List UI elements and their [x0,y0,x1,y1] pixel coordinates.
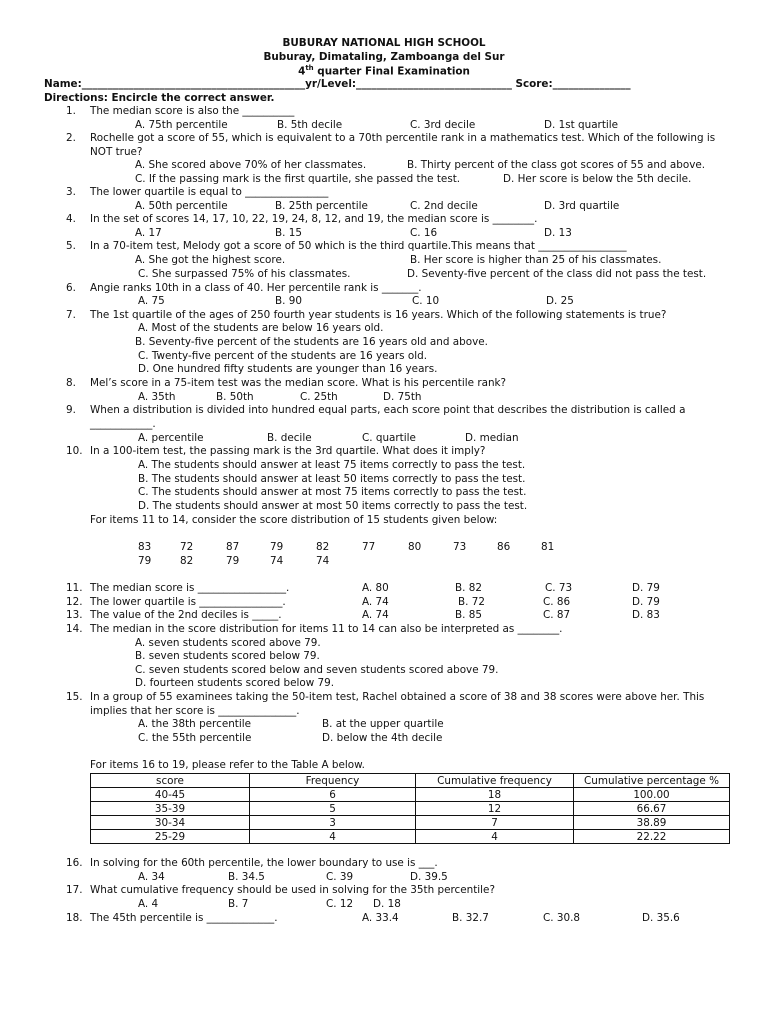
score-value: 82 [180,555,194,567]
score-value: 73 [453,541,467,553]
question-text: In the set of scores 14, 17, 10, 22, 19, 24, 8, 12, and 19, the median score is ________. [90,213,538,225]
q10-option-d[interactable]: D. The students should answer at most 50 items correctly to pass the test. [138,500,528,512]
q11-option-c[interactable]: C. 73 [545,582,573,594]
q3-option-d[interactable]: D. 3rd quartile [544,200,620,212]
q6-option-d[interactable]: D. 25 [546,295,574,307]
q8-option-b[interactable]: B. 50th [216,391,254,403]
table-cell: 22.22 [574,830,730,844]
q5-option-b[interactable]: B. Her score is higher than 25 of his classmates. [410,254,662,266]
table-header: Cumulative percentage % [574,774,730,788]
question-number: 12. [66,596,83,608]
question-number: 13. [66,609,83,621]
table-cell: 3 [250,816,416,830]
table-intro: For items 16 to 19, please refer to the Table A below. [90,759,365,771]
q15-option-a[interactable]: A. the 38th percentile [138,718,252,730]
q3-option-a[interactable]: A. 50th percentile [135,200,228,212]
q3-option-c[interactable]: C. 2nd decile [410,200,478,212]
question-number: 10. [66,445,83,457]
q14-option-b[interactable]: B. seven students scored below 79. [135,650,320,662]
q7-option-c[interactable]: C. Twenty-five percent of the students are 16 years old. [138,350,428,362]
q14-option-a[interactable]: A. seven students scored above 79. [135,637,321,649]
question-16 [66,857,726,871]
table-header-row [91,774,730,788]
table-row [91,788,730,802]
table-cell: 7 [416,816,574,830]
school-name: BUBURAY NATIONAL HIGH SCHOOL [282,37,486,49]
q18-option-b[interactable]: B. 32.7 [452,912,489,924]
q8-option-d[interactable]: D. 75th [383,391,422,403]
q2-option-c[interactable]: C. If the passing mark is the first quartile, she passed the test. [135,173,461,185]
question-number: 14. [66,623,83,635]
score-value: 82 [316,541,330,553]
q4-option-d[interactable]: D. 13 [544,227,572,239]
question-text: The 1st quartile of the ages of 250 fourth year students is 16 years. Which of the following statements is true? [90,309,667,321]
table-header: Cumulative frequency [416,774,574,788]
items-11-14-intro: For items 11 to 14, consider the score distribution of 15 students given below: [90,514,498,526]
score-value: 72 [180,541,194,553]
score-value: 79 [226,555,240,567]
q9-option-a[interactable]: A. percentile [138,432,204,444]
question-text: In a group of 55 examinees taking the 50-item test, Rachel obtained a score of 38 and 38 scores were above her. This implies that her score is _______________. [90,691,705,717]
q12-option-b[interactable]: B. 72 [458,596,485,608]
q14-option-d[interactable]: D. fourteen students scored below 79. [135,677,335,689]
question-5 [66,240,726,254]
question-8 [66,377,726,391]
q2-option-a[interactable]: A. She scored above 70% of her classmates. [135,159,367,171]
q12-option-c[interactable]: C. 86 [543,596,571,608]
q18-option-d[interactable]: D. 35.6 [642,912,680,924]
question-number: 9. [66,404,76,416]
q12-option-a[interactable]: A. 74 [362,596,389,608]
q17-option-c[interactable]: C. 12 [326,898,354,910]
question-number: 15. [66,691,83,703]
q14-option-c[interactable]: C. seven students scored below and seven students scored above 79. [135,664,499,676]
score-value: 77 [362,541,376,553]
q10-option-c[interactable]: C. The students should answer at most 75 items correctly to pass the test. [138,486,527,498]
q15-option-d[interactable]: D. below the 4th decile [322,732,443,744]
question-14 [66,623,726,637]
table-cell: 6 [250,788,416,802]
q9-option-c[interactable]: C. quartile [362,432,416,444]
q17-option-a[interactable]: A. 4 [138,898,159,910]
q13-option-a[interactable]: A. 74 [362,609,389,621]
question-text: The value of the 2nd deciles is _____. [90,609,282,621]
q18-option-a[interactable]: A. 33.4 [362,912,399,924]
q8-option-c[interactable]: C. 25th [300,391,338,403]
q8-option-a[interactable]: A. 35th [138,391,176,403]
question-text: What cumulative frequency should be used in solving for the 35th percentile? [90,884,495,896]
table-row [91,830,730,844]
table-header: Frequency [250,774,416,788]
score-value: 87 [226,541,240,553]
question-2 [66,132,726,159]
score-value: 74 [270,555,284,567]
q18-option-c[interactable]: C. 30.8 [543,912,580,924]
question-text: The median score is _________________. [90,582,290,594]
question-number: 11. [66,582,83,594]
question-text: In solving for the 60th percentile, the lower boundary to use is ___. [90,857,438,869]
question-text: The lower quartile is ________________. [90,596,286,608]
score-value: 86 [497,541,511,553]
question-text: The median in the score distribution for items 11 to 14 can also be interpreted as ________. [90,623,563,635]
score-value: 83 [138,541,152,553]
q16-option-c[interactable]: C. 39 [326,871,354,883]
question-11 [66,582,726,596]
question-text: The lower quartile is equal to ________________ [90,186,329,198]
question-text: The 45th percentile is _____________. [90,912,278,924]
question-15 [66,691,726,718]
question-7 [66,309,726,323]
question-3 [66,186,726,200]
q4-option-c[interactable]: C. 16 [410,227,438,239]
question-text: Rochelle got a score of 55, which is equivalent to a 70th percentile rank in a mathematics test. Which of the following is NOT true? [90,132,716,158]
q1-option-a[interactable]: A. 75th percentile [135,119,228,131]
question-text: In a 70-item test, Melody got a score of 50 which is the third quartile.This means that _________________ [90,240,627,252]
q15-option-b[interactable]: B. at the upper quartile [322,718,444,730]
q16-option-d[interactable]: D. 39.5 [410,871,448,883]
score-value: 79 [138,555,152,567]
q6-option-b[interactable]: B. 90 [275,295,302,307]
question-1 [66,105,726,119]
q3-option-b[interactable]: B. 25th percentile [275,200,368,212]
question-17 [66,884,726,898]
question-number: 6. [66,282,76,294]
question-number: 17. [66,884,83,896]
table-cell: 5 [250,802,416,816]
q2-option-b[interactable]: B. Thirty percent of the class got scores of 55 and above. [407,159,706,171]
question-number: 4. [66,213,76,225]
q1-option-c[interactable]: C. 3rd decile [410,119,476,131]
q4-option-b[interactable]: B. 15 [275,227,302,239]
q11-option-d[interactable]: D. 79 [632,582,660,594]
question-number: 18. [66,912,83,924]
question-number: 7. [66,309,76,321]
table-cell: 25-29 [91,830,250,844]
q11-option-b[interactable]: B. 82 [455,582,482,594]
q7-option-a[interactable]: A. Most of the students are below 16 years old. [138,322,384,334]
q15-option-c[interactable]: C. the 55th percentile [138,732,252,744]
exam-title-sup: th [305,64,314,72]
q12-option-d[interactable]: D. 79 [632,596,660,608]
name-score-line[interactable]: Name:___________________________________________yr/Level:______________________________ Score:_______________ [44,78,631,90]
q5-option-c[interactable]: C. She surpassed 75% of his classmates. [138,268,351,280]
q5-option-a[interactable]: A. She got the highest score. [135,254,286,266]
question-9 [66,404,726,431]
exam-title-number: 4 [298,65,306,78]
table-cell: 38.89 [574,816,730,830]
table-cell: 100.00 [574,788,730,802]
q17-option-b[interactable]: B. 7 [228,898,249,910]
q13-option-b[interactable]: B. 85 [455,609,482,621]
q10-option-b[interactable]: B. The students should answer at least 50 items correctly to pass the test. [138,473,526,485]
question-text: In a 100-item test, the passing mark is the 3rd quartile. What does it imply? [90,445,486,457]
table-cell: 35-39 [91,802,250,816]
q4-option-a[interactable]: A. 17 [135,227,162,239]
score-value: 81 [541,541,555,553]
table-row [91,802,730,816]
q10-option-a[interactable]: A. The students should answer at least 75 items correctly to pass the test. [138,459,526,471]
q6-option-c[interactable]: C. 10 [412,295,440,307]
school-address: Buburay, Dimataling, Zamboanga del Sur [263,51,505,63]
question-6 [66,282,726,296]
directions: Directions: Encircle the correct answer. [44,92,275,104]
question-12 [66,596,726,610]
question-4 [66,213,726,227]
question-13 [66,609,726,623]
table-cell: 12 [416,802,574,816]
q11-option-a[interactable]: A. 80 [362,582,389,594]
exam-title [0,64,768,77]
question-number: 16. [66,857,83,869]
q7-option-d[interactable]: D. One hundred fifty students are younger than 16 years. [138,363,438,375]
q9-option-d[interactable]: D. median [465,432,519,444]
question-number: 5. [66,240,76,252]
score-value: 74 [316,555,330,567]
q13-option-c[interactable]: C. 87 [543,609,571,621]
table-cell: 40-45 [91,788,250,802]
q5-option-d[interactable]: D. Seventy-five percent of the class did not pass the test. [407,268,707,280]
table-cell: 18 [416,788,574,802]
question-10 [66,445,726,459]
q16-option-b[interactable]: B. 34.5 [228,871,265,883]
q9-option-b[interactable]: B. decile [267,432,312,444]
q16-option-a[interactable]: A. 34 [138,871,165,883]
table-cell: 4 [250,830,416,844]
q2-option-d[interactable]: D. Her score is below the 5th decile. [503,173,692,185]
q1-option-b[interactable]: B. 5th decile [277,119,343,131]
table-header: score [91,774,250,788]
question-number: 1. [66,105,76,117]
q7-option-b[interactable]: B. Seventy-five percent of the students are 16 years old and above. [135,336,488,348]
question-number: 2. [66,132,76,144]
question-text: Angie ranks 10th in a class of 40. Her percentile rank is _______. [90,282,422,294]
q6-option-a[interactable]: A. 75 [138,295,165,307]
q17-option-d[interactable]: D. 18 [373,898,401,910]
question-text: Mel’s score in a 75-item test was the median score. What is his percentile rank? [90,377,507,389]
question-number: 3. [66,186,76,198]
score-value: 80 [408,541,422,553]
q13-option-d[interactable]: D. 83 [632,609,660,621]
table-cell: 30-34 [91,816,250,830]
table-row [91,816,730,830]
q1-option-d[interactable]: D. 1st quartile [544,119,619,131]
table-cell: 66.67 [574,802,730,816]
exam-title-rest: quarter Final Examination [313,65,470,78]
frequency-table [90,773,730,844]
table-cell: 4 [416,830,574,844]
question-text: When a distribution is divided into hundred equal parts, each score point that describes the distribution is called a ____________. [90,404,686,430]
question-text: The median score is also the __________ [90,105,295,117]
score-value: 79 [270,541,284,553]
question-number: 8. [66,377,76,389]
